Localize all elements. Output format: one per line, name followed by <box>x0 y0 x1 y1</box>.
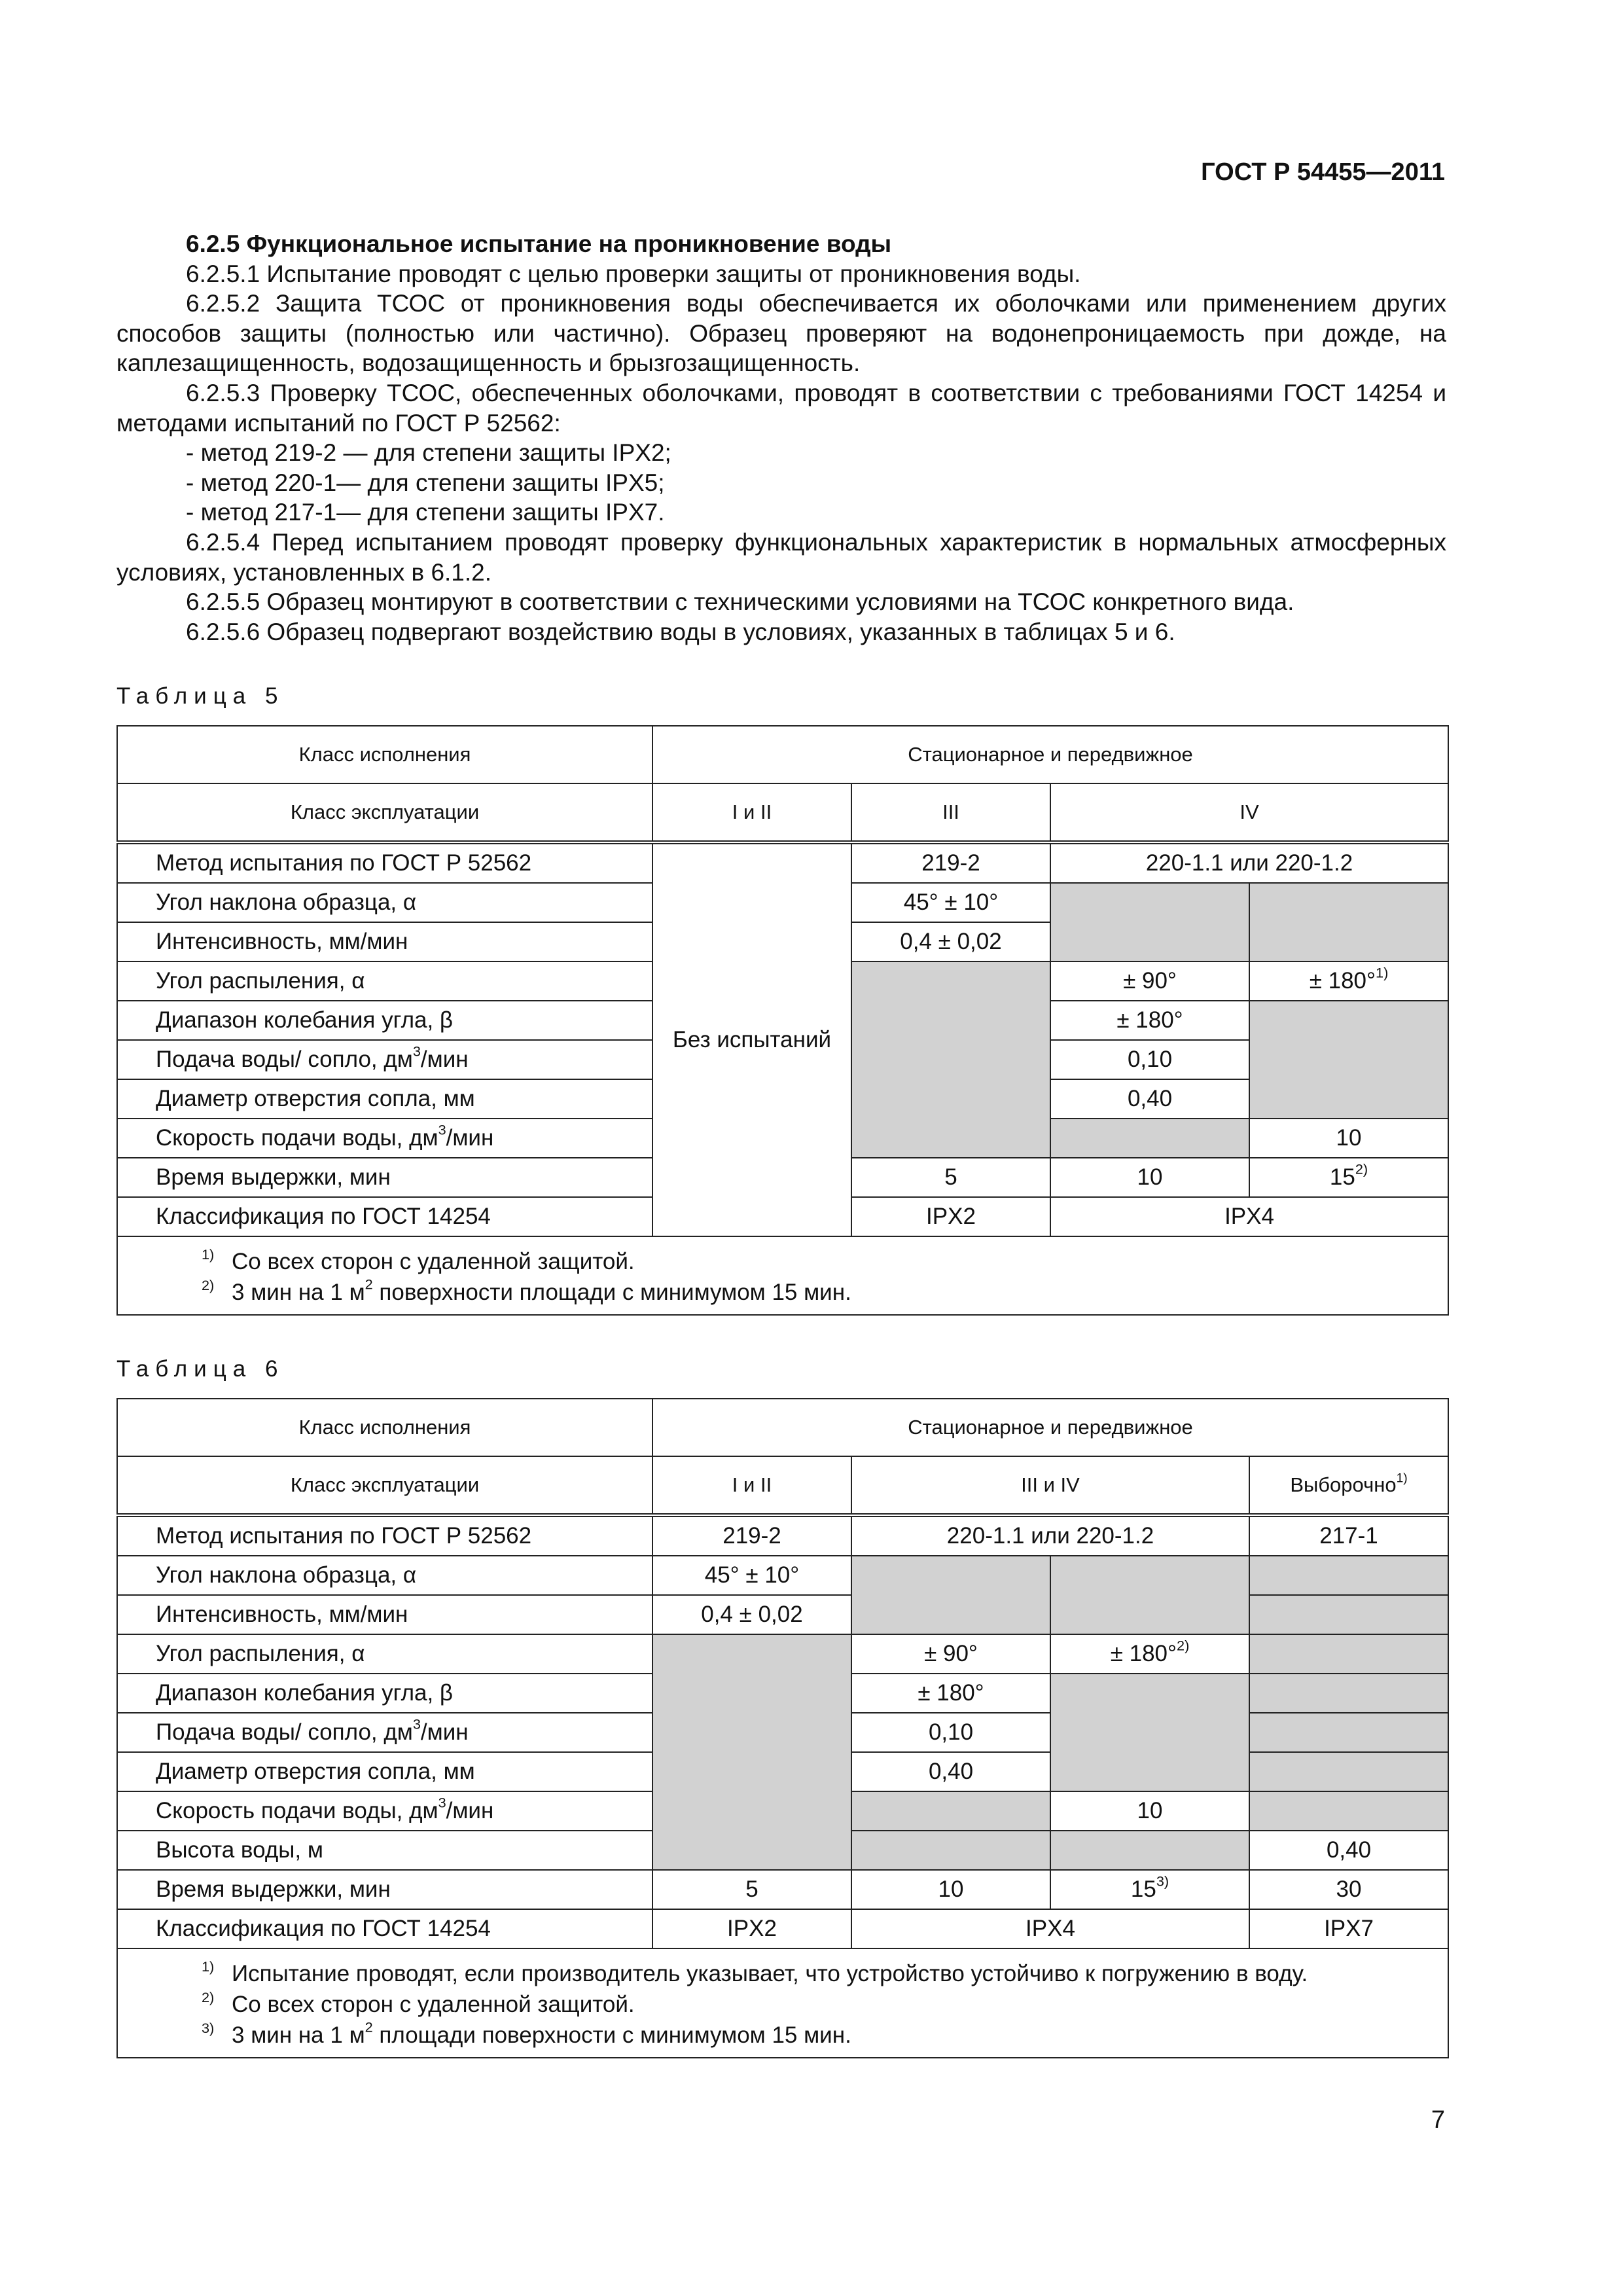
paragraph-6-2-5-4: 6.2.5.4 Перед испытанием проводят проверку функциональных характеристик в нормальных атмосферных условиях, установленных в 6.1.2. <box>116 528 1446 586</box>
table-cell: 10 <box>1050 1158 1249 1197</box>
header-selective: Выборочно$^{1)}$ <box>1249 1456 1448 1515</box>
table-cell: 15$^{3)}$ <box>1050 1870 1249 1909</box>
table-cell: 220-1.1 или 220-1.2 <box>851 1515 1249 1556</box>
table-6-caption: Таблица 6 <box>116 1356 285 1382</box>
shaded-cell <box>1249 1791 1448 1831</box>
section-title: 6.2.5 Функциональное испытание на проникновение воды <box>186 230 892 257</box>
table-cell: ± 90° <box>1050 961 1249 1001</box>
footnote-ref: 2) <box>1177 1637 1190 1654</box>
table-cell: 5 <box>652 1870 851 1909</box>
header-class-execution: Класс исполнения <box>117 726 652 783</box>
paragraph-6-2-5-5: 6.2.5.5 Образец монтируют в соответствии с техническими условиями на ТСОС конкретного вида. <box>186 588 1294 616</box>
row-label: Угол распыления, α <box>117 1634 652 1674</box>
header-class-3: III <box>851 783 1050 842</box>
shaded-cell <box>851 1556 1050 1634</box>
table-cell: 10 <box>1050 1791 1249 1831</box>
table-cell: 5 <box>851 1158 1050 1197</box>
table-cell: 45° ± 10° <box>851 883 1050 922</box>
table-cell: 0,4 ± 0,02 <box>851 922 1050 961</box>
shaded-cell <box>1050 883 1249 961</box>
shaded-cell <box>1249 1001 1448 1119</box>
shaded-cell <box>1050 1556 1249 1634</box>
shaded-cell <box>1249 1713 1448 1752</box>
shaded-cell <box>1050 1831 1249 1870</box>
row-label: Метод испытания по ГОСТ Р 52562 <box>117 842 652 883</box>
row-label: Диапазон колебания угла, β <box>117 1001 652 1040</box>
table-cell: 217-1 <box>1249 1515 1448 1556</box>
table-5 <box>116 725 1449 1316</box>
header-class-operation: Класс эксплуатации <box>117 783 652 842</box>
row-label: Диаметр отверстия сопла, мм <box>117 1752 652 1791</box>
header-stationary-mobile: Стационарное и передвижное <box>652 726 1448 783</box>
header-class-4: IV <box>1050 783 1448 842</box>
footnote-ref: 1) <box>1376 964 1389 981</box>
table-cell: ± 90° <box>851 1634 1050 1674</box>
footnote-ref: 2) <box>1355 1160 1368 1177</box>
row-label: Угол наклона образца, α <box>117 883 652 922</box>
row-label: Время выдержки, мин <box>117 1158 652 1197</box>
row-label: Интенсивность, мм/мин <box>117 1595 652 1634</box>
table-cell: IPX7 <box>1249 1909 1448 1948</box>
paragraph-6-2-5-6: 6.2.5.6 Образец подвергают воздействию воды в условиях, указанных в таблицах 5 и 6. <box>186 618 1175 645</box>
shaded-cell <box>851 1791 1050 1831</box>
table-6-footnotes <box>117 1948 1448 2058</box>
row-label: Высота воды, м <box>117 1831 652 1870</box>
table-cell: ± 180° <box>1050 1001 1249 1040</box>
row-label: Диаметр отверстия сопла, мм <box>117 1079 652 1119</box>
row-label: Угол распыления, α <box>117 961 652 1001</box>
table-cell: IPX4 <box>851 1909 1249 1948</box>
table-6 <box>116 1398 1449 2058</box>
table-cell: IPX2 <box>652 1909 851 1948</box>
footnote-ref: 3) <box>1156 1873 1169 1890</box>
header-class-execution: Класс исполнения <box>117 1399 652 1456</box>
shaded-cell <box>1050 1119 1249 1158</box>
table-cell: 30 <box>1249 1870 1448 1909</box>
row-label: Интенсивность, мм/мин <box>117 922 652 961</box>
paragraph-6-2-5-1: 6.2.5.1 Испытание проводят с целью проверки защиты от проникновения воды. <box>186 260 1081 287</box>
row-label: Подача воды/ сопло, $дм^3$/мин <box>117 1040 652 1079</box>
table-cell: 45° ± 10° <box>652 1556 851 1595</box>
shaded-cell <box>1249 1556 1448 1595</box>
table-cell: 10 <box>1249 1119 1448 1158</box>
header-class-1-2: I и II <box>652 783 851 842</box>
page-number: 7 <box>1431 2106 1445 2134</box>
shaded-cell <box>1249 1634 1448 1674</box>
table-cell: 0,40 <box>851 1752 1050 1791</box>
row-label: Скорость подачи воды, $дм^3$/мин <box>117 1119 652 1158</box>
row-label: Классификация по ГОСТ 14254 <box>117 1909 652 1948</box>
row-label: Диапазон колебания угла, β <box>117 1674 652 1713</box>
row-label: Подача воды/ сопло, $дм^3$/мин <box>117 1713 652 1752</box>
footnote: 2) Со всех сторон с удаленной защитой. <box>202 1989 635 2017</box>
shaded-cell <box>1050 1674 1249 1791</box>
row-label: Скорость подачи воды, $дм^3$/мин <box>117 1791 652 1831</box>
table-cell: ± 180°$^{1)}$ <box>1249 961 1448 1001</box>
table-5-footnotes <box>117 1236 1448 1315</box>
list-item: - метод 220-1— для степени защиты IPX5; <box>186 469 665 496</box>
shaded-cell <box>1249 1674 1448 1713</box>
shaded-cell <box>1249 1752 1448 1791</box>
row-label: Метод испытания по ГОСТ Р 52562 <box>117 1515 652 1556</box>
footnote: 2) 3 мин на 1 $м^2$ поверхности площади с минимумом 15 мин. <box>202 1276 851 1305</box>
no-tests-cell: Без испытаний <box>652 842 851 1236</box>
row-label: Классификация по ГОСТ 14254 <box>117 1197 652 1236</box>
table-cell: ± 180°$^{2)}$ <box>1050 1634 1249 1674</box>
table-5-caption: Таблица 5 <box>116 683 285 709</box>
shaded-cell <box>851 961 1050 1158</box>
table-cell: 219-2 <box>851 842 1050 883</box>
footnote: 1) Со всех сторон с удаленной защитой. <box>202 1246 635 1274</box>
row-label: Время выдержки, мин <box>117 1870 652 1909</box>
section-6-2-5 <box>116 229 1446 647</box>
footnote: 1) Испытание проводят, если производитель указывает, что устройство устойчиво к погружению в воду. <box>202 1958 1308 1986</box>
paragraph-6-2-5-3: 6.2.5.3 Проверку ТСОС, обеспеченных оболочками, проводят в соответствии с требованиями ГОСТ 14254 и методами испытаний по ГОСТ Р 52562: <box>116 379 1446 437</box>
table-cell: 0,4 ± 0,02 <box>652 1595 851 1634</box>
footnote: 3) 3 мин на 1 $м^2$ площади поверхности с минимумом 15 мин. <box>202 2018 851 2048</box>
table-cell: ± 180° <box>851 1674 1050 1713</box>
shaded-cell <box>1249 1595 1448 1634</box>
document-number-header: ГОСТ Р 54455—2011 <box>1201 158 1445 186</box>
row-label: Угол наклона образца, α <box>117 1556 652 1595</box>
table-cell: 0,10 <box>1050 1040 1249 1079</box>
table-cell: 219-2 <box>652 1515 851 1556</box>
header-class-1-2: I и II <box>652 1456 851 1515</box>
footnote-ref: 1) <box>1396 1471 1408 1486</box>
header-class-operation: Класс эксплуатации <box>117 1456 652 1515</box>
table-cell: 0,10 <box>851 1713 1050 1752</box>
paragraph-6-2-5-2: 6.2.5.2 Защита ТСОС от проникновения воды обеспечивается их оболочками или применением других способов защиты (полностью или частично). Образец проверяют на водонепроницаемость при дожде, на каплезащищенность, водозащищенность и брызгозащищенность. <box>116 290 1446 377</box>
table-cell: 0,40 <box>1249 1831 1448 1870</box>
table-cell: 10 <box>851 1870 1050 1909</box>
table-cell: 15$^{2)}$ <box>1249 1158 1448 1197</box>
table-cell: 220-1.1 или 220-1.2 <box>1050 842 1448 883</box>
list-item: - метод 219-2 — для степени защиты IPX2; <box>186 439 671 467</box>
table-cell: IPX4 <box>1050 1197 1448 1236</box>
list-item: - метод 217-1— для степени защиты IPX7. <box>186 499 665 526</box>
table-cell: 0,40 <box>1050 1079 1249 1119</box>
shaded-cell <box>851 1831 1050 1870</box>
header-class-3-4: III и IV <box>851 1456 1249 1515</box>
table-cell: IPX2 <box>851 1197 1050 1236</box>
shaded-cell <box>1249 883 1448 961</box>
shaded-cell <box>652 1634 851 1870</box>
header-stationary-mobile: Стационарное и передвижное <box>652 1399 1448 1456</box>
